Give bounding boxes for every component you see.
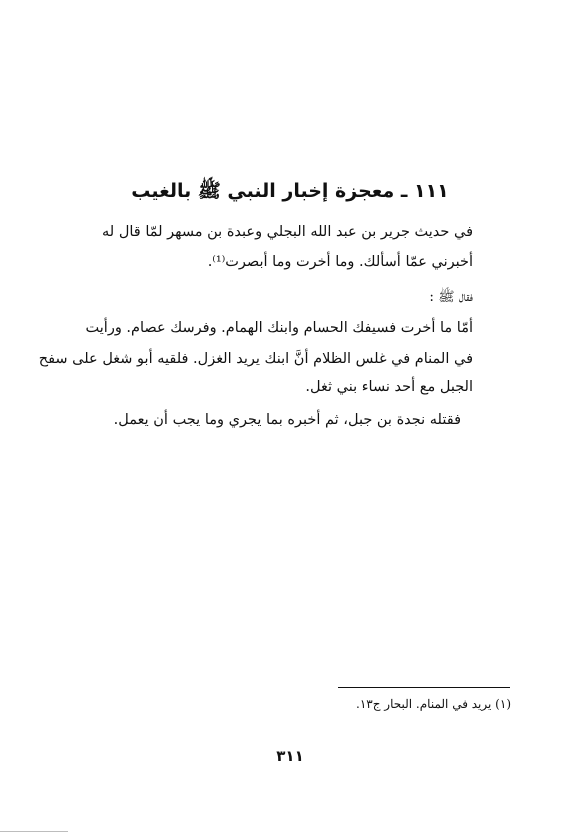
- footnote: (١) يريد في المنام. البحار ج١٣.: [356, 697, 511, 711]
- page-number: ٣١١: [276, 747, 304, 765]
- section-heading: ١١١ ـ معجزة إخبار النبي ﷺ بالغيب: [131, 180, 449, 202]
- body-line-3: فقال ﷺ :: [429, 289, 473, 305]
- body-line-1: في حديث جرير بن عبد الله البجلي وعبدة بن مسهر لمّا قال له: [102, 224, 473, 240]
- body-line-6: الجبل مع أحد نساء بني ثغل.: [305, 379, 473, 395]
- body-line-5: في المنام في غلس الظلام أنَّ ابنك يريد الغزل. فلقيه أبو شغل على سفح: [38, 351, 473, 367]
- body-line-2: أخبرني عمّا أسألك. وما أخرت وما أبصرت⁽¹⁾.: [207, 254, 473, 270]
- scan-edge-rule: [0, 831, 68, 832]
- footnote-separator: [338, 687, 510, 688]
- body-line-4: أمّا ما أخرت فسيفك الحسام وابنك الهمام. وفرسك عصام. ورأيت: [85, 320, 473, 336]
- body-line-7: فقتله نجدة بن جبل، ثم أخبره بما يجري وما يجب أن يعمل.: [113, 412, 461, 428]
